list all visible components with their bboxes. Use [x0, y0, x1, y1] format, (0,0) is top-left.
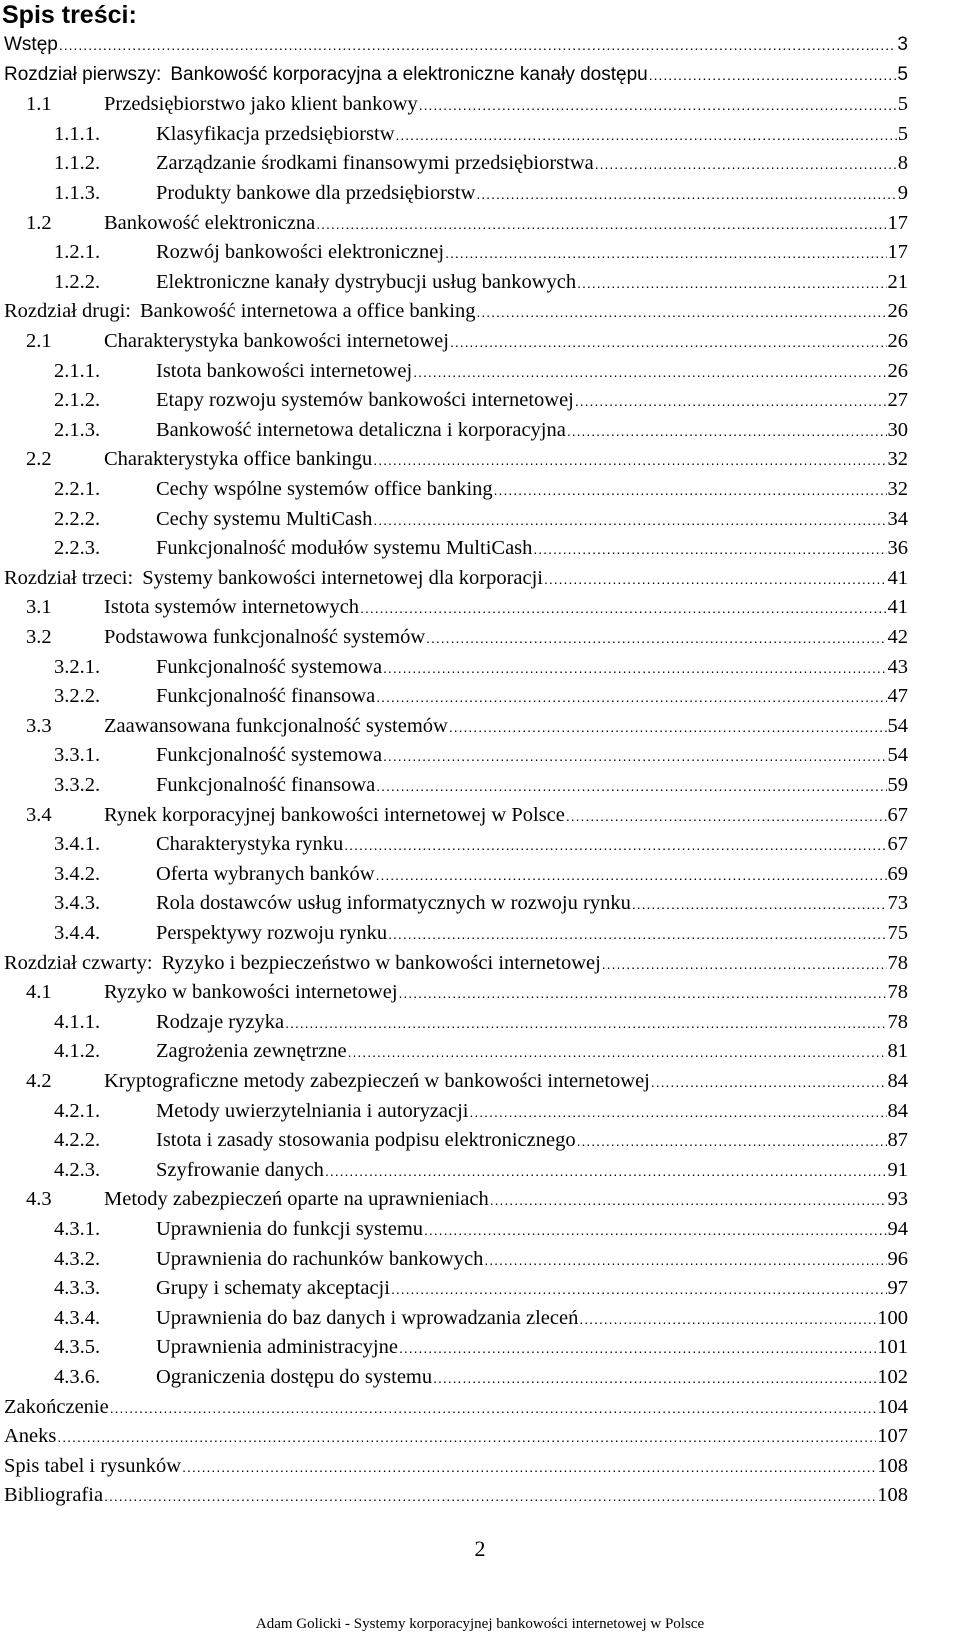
toc-entry-number: 3.4 — [26, 803, 52, 826]
toc-entry-label: Oferta wybranych banków — [156, 862, 375, 885]
toc-entry-number: 4.2 — [26, 1070, 52, 1092]
toc-entry-label: Rodzaje ryzyka — [156, 1010, 285, 1033]
toc-entry-label: Kryptograficzne metody zabezpieczeń w bankowości internetowej — [104, 1070, 650, 1092]
toc-entry-page: 32 — [887, 478, 908, 500]
dot-leader — [424, 1215, 886, 1245]
toc-entry-label: Istota i zasady stosowania podpisu elektronicznego — [156, 1129, 576, 1152]
toc-entry-label: Systemy bankowości internetowej dla korporacji — [142, 566, 543, 589]
toc-entry-page: 41 — [887, 596, 908, 619]
toc-entry-label: Aneks — [4, 1425, 57, 1448]
toc-entry-page: 42 — [887, 626, 908, 648]
toc-entry-page: 67 — [887, 833, 908, 856]
toc-entry-label: Zagrożenia zewnętrzne — [156, 1040, 347, 1063]
page-title: Spis treści: — [2, 1, 137, 29]
toc-entry-label: Grupy i schematy akceptacji — [156, 1277, 390, 1300]
toc-entry-label: Ograniczenia dostępu do systemu — [156, 1366, 433, 1388]
dot-leader — [544, 564, 887, 594]
toc-entry-label: Uprawnienia administracyjne — [156, 1336, 398, 1359]
toc-entry[interactable] — [0, 622, 960, 652]
toc-entry[interactable] — [0, 592, 960, 622]
toc-entry-page: 78 — [887, 1010, 908, 1033]
toc-entry-page: 102 — [877, 1366, 908, 1388]
toc-entry-page: 26 — [887, 330, 908, 352]
toc-entry-label: Istota systemów internetowych — [104, 596, 360, 619]
toc-entry-page: 101 — [877, 1336, 908, 1359]
toc-entry-label: Charakterystyka office bankingu — [104, 448, 373, 471]
toc-entry-label: Zakończenie — [4, 1395, 109, 1418]
toc-entry-page: 84 — [887, 1099, 908, 1122]
toc-entry-label: Produkty bankowe dla przedsiębiorstw — [156, 182, 476, 204]
toc-entry[interactable] — [0, 533, 960, 563]
dot-leader — [450, 327, 887, 357]
toc-entry[interactable] — [0, 1155, 960, 1185]
toc-entry[interactable] — [0, 1362, 960, 1392]
dot-leader — [577, 1126, 887, 1156]
toc-entry-page: 27 — [887, 389, 908, 412]
toc-entry[interactable] — [0, 1184, 960, 1214]
toc-entry[interactable] — [0, 1036, 960, 1066]
toc-entry-page: 94 — [887, 1218, 908, 1240]
toc-entry-label: Funkcjonalność finansowa — [156, 685, 376, 708]
toc-entry[interactable] — [0, 681, 960, 711]
dot-leader — [348, 1037, 887, 1067]
toc-entry-label: Funkcjonalność finansowa — [156, 774, 376, 796]
toc-entry-page: 108 — [877, 1454, 908, 1477]
toc-entry[interactable] — [0, 563, 960, 593]
dot-leader — [344, 830, 886, 860]
toc-entry-number: 1.1.3. — [54, 182, 101, 204]
toc-entry[interactable] — [0, 1066, 960, 1096]
toc-entry[interactable] — [0, 504, 960, 534]
toc-entry-page: 59 — [887, 774, 908, 796]
dot-leader — [445, 238, 886, 268]
toc-entry-number: 4.2.2. — [54, 1129, 101, 1152]
toc-entry-number: 1.1 — [26, 93, 52, 116]
toc-entry-label: Zarządzanie środkami finansowymi przedsiębiorstwa — [156, 152, 594, 175]
dot-leader — [413, 357, 886, 387]
toc-entry-page: 9 — [897, 182, 908, 204]
toc-entry[interactable] — [0, 1480, 960, 1510]
toc-entry-number: 1.2.1. — [54, 241, 101, 264]
dot-leader — [360, 593, 886, 623]
toc-entry-label: Funkcjonalność systemowa — [156, 744, 383, 767]
dot-leader — [449, 712, 887, 742]
toc-entry[interactable] — [0, 1125, 960, 1155]
toc-entry-page: 36 — [887, 537, 908, 560]
toc-entry-label: Cechy systemu MultiCash — [156, 507, 373, 530]
toc-entry[interactable] — [0, 148, 960, 178]
toc-entry-number: 1.1.2. — [54, 152, 101, 175]
toc-entry[interactable] — [0, 1214, 960, 1244]
toc-entry-number: Rozdział czwarty: — [4, 951, 153, 974]
toc-entry[interactable] — [0, 1007, 960, 1037]
toc-entry-label: Charakterystyka rynku — [156, 833, 344, 856]
toc-entry-number: 4.1 — [26, 981, 52, 1004]
toc-entry[interactable] — [0, 740, 960, 770]
toc-entry[interactable] — [0, 415, 960, 445]
dot-leader — [110, 1393, 877, 1423]
dot-leader — [419, 90, 897, 120]
toc-entry-page: 34 — [887, 507, 908, 530]
dot-leader — [494, 475, 887, 505]
toc-entry[interactable] — [0, 711, 960, 741]
toc-entry-label: Cechy wspólne systemów office banking — [156, 478, 493, 500]
toc-entry-number: 3.1 — [26, 596, 52, 619]
toc-entry-number: 2.1.1. — [54, 359, 101, 382]
dot-leader — [182, 1452, 876, 1482]
dot-leader — [577, 268, 886, 298]
toc-entry[interactable] — [0, 1303, 960, 1333]
toc-entry-number: 4.3.5. — [54, 1336, 101, 1359]
toc-entry-page: 8 — [897, 152, 908, 175]
toc-entry[interactable] — [0, 296, 960, 326]
toc-entry-label: Bankowość korporacyjna a elektroniczne kanały dostępu — [170, 63, 648, 85]
toc-entry-number: 4.2.1. — [54, 1099, 101, 1122]
toc-entry-label: Rozwój bankowości elektronicznej — [156, 241, 445, 264]
toc-entry[interactable] — [0, 326, 960, 356]
toc-entry-number: 3.2 — [26, 626, 52, 648]
toc-entry-label: Funkcjonalność systemowa — [156, 655, 383, 678]
toc-entry-label: Wstęp — [4, 34, 58, 55]
toc-entry-number: 3.3 — [26, 714, 52, 737]
toc-entry-label: Elektroniczne kanały dystrybucji usług bankowych — [156, 270, 577, 293]
toc-entry-number: 4.2.3. — [54, 1158, 101, 1181]
dot-leader — [396, 120, 897, 150]
dot-leader — [533, 534, 886, 564]
toc-entry-number: Rozdział pierwszy: — [4, 63, 162, 85]
toc-entry-number: 2.2 — [26, 448, 52, 471]
toc-entry-label: Bankowość internetowa a office banking — [139, 300, 476, 323]
toc-entry-label: Zaawansowana funkcjonalność systemów — [104, 714, 448, 737]
toc-entry-number: 2.2.2. — [54, 507, 101, 530]
toc-entry-page: 54 — [887, 744, 908, 767]
toc-entry[interactable] — [0, 89, 960, 119]
toc-entry[interactable] — [0, 385, 960, 415]
toc-entry-page: 41 — [887, 566, 908, 589]
toc-entry-label: Ryzyko w bankowości internetowej — [104, 981, 398, 1004]
dot-leader — [325, 1156, 887, 1186]
dot-leader — [383, 653, 886, 683]
toc-entry-label: Metody zabezpieczeń oparte na uprawnieniach — [104, 1188, 489, 1211]
dot-leader — [399, 1333, 876, 1363]
toc-entry-page: 87 — [887, 1129, 908, 1152]
toc-entry-page: 93 — [887, 1188, 908, 1211]
toc-entry[interactable] — [0, 60, 960, 90]
footer: Adam Golicki - Systemy korporacyjnej bankowości internetowej w Polsce — [255, 1616, 705, 1632]
toc-entry[interactable] — [0, 977, 960, 1007]
toc-entry-page: 26 — [887, 300, 908, 323]
page-number: 2 — [474, 1536, 486, 1561]
dot-leader — [649, 60, 897, 90]
dot-leader — [651, 1067, 887, 1097]
toc-entry[interactable] — [0, 948, 960, 978]
toc-entry[interactable] — [0, 237, 960, 267]
toc-entry[interactable] — [0, 829, 960, 859]
toc-entry[interactable] — [0, 1273, 960, 1303]
toc-entry-page: 67 — [887, 803, 908, 826]
toc-entry-page: 78 — [887, 951, 908, 974]
dot-leader — [316, 209, 886, 239]
dot-leader — [391, 1274, 887, 1304]
toc-entry-label: Charakterystyka bankowości internetowej — [104, 330, 449, 352]
toc-entry-label: Ryzyko i bezpieczeństwo w bankowości internetowej — [161, 951, 601, 974]
dot-leader — [376, 771, 886, 801]
toc-entry-number: 4.3.2. — [54, 1247, 101, 1270]
toc-entry[interactable] — [0, 1096, 960, 1126]
toc-entry-page: 81 — [887, 1040, 908, 1063]
toc-entry-number: 2.2.1. — [54, 478, 101, 500]
toc-entry[interactable] — [0, 119, 960, 149]
toc-entry[interactable] — [0, 356, 960, 386]
toc-entry-page: 17 — [887, 211, 908, 234]
toc-entry-label: Spis tabel i rysunków — [4, 1454, 182, 1477]
toc-entry-label: Uprawnienia do funkcji systemu — [156, 1218, 424, 1240]
toc-entry-page: 5 — [897, 93, 908, 116]
toc-entry-number: 1.2.2. — [54, 270, 101, 293]
toc-entry-label: Bankowość internetowa detaliczna i korporacyjna — [156, 418, 566, 441]
toc-entry[interactable] — [0, 1332, 960, 1362]
dot-leader — [567, 416, 887, 446]
toc-entry[interactable] — [0, 652, 960, 682]
toc-entry-page: 30 — [887, 418, 908, 441]
toc-entry-number: 1.2 — [26, 211, 52, 234]
toc-entry-number: 3.2.2. — [54, 685, 101, 708]
toc-entry-label: Istota bankowości internetowej — [156, 359, 413, 382]
toc-entry[interactable] — [0, 444, 960, 474]
toc-entry[interactable] — [0, 178, 960, 208]
dot-leader — [632, 889, 887, 919]
dot-leader — [470, 1097, 887, 1127]
toc-entry-label: Etapy rozwoju systemów bankowości internetowej — [156, 389, 574, 412]
toc-entry-label: Uprawnienia do baz danych i wprowadzania zleceń — [156, 1306, 579, 1329]
toc-entry-number: Rozdział trzeci: — [4, 566, 134, 589]
toc-entry-number: 4.3.1. — [54, 1218, 101, 1240]
dot-leader — [566, 801, 887, 831]
toc-entry[interactable] — [0, 770, 960, 800]
dot-leader — [484, 1245, 886, 1275]
toc-entry-page: 21 — [887, 270, 908, 293]
toc-entry-number: 4.3.3. — [54, 1277, 101, 1300]
toc-entry-number: Rozdział drugi: — [4, 300, 131, 323]
toc-entry-label: Rynek korporacyjnej bankowości internetowej w Polsce — [104, 803, 565, 826]
toc-entry[interactable] — [0, 888, 960, 918]
toc-entry-page: 54 — [887, 714, 908, 737]
dot-leader — [476, 297, 886, 327]
toc-entry-number: 4.3.6. — [54, 1366, 101, 1388]
toc-entry-page: 5 — [897, 122, 908, 145]
dot-leader — [285, 1008, 886, 1038]
dot-leader — [602, 949, 887, 979]
toc-entry[interactable] — [0, 30, 960, 60]
toc-entry-label: Klasyfikacja przedsiębiorstw — [156, 122, 395, 145]
toc-entry-page: 47 — [887, 685, 908, 708]
toc-entry-page: 84 — [887, 1070, 908, 1092]
toc-entry-page: 75 — [887, 922, 908, 944]
toc-entry-label: Rola dostawców usług informatycznych w rozwoju rynku — [156, 892, 631, 915]
toc-entry-label: Przedsiębiorstwo jako klient bankowy — [104, 93, 418, 116]
toc-entry-label: Metody uwierzytelniania i autoryzacji — [156, 1099, 469, 1122]
toc-entry-number: 3.2.1. — [54, 655, 101, 678]
dot-leader — [59, 30, 897, 60]
toc-entry-label: Uprawnienia do rachunków bankowych — [156, 1247, 484, 1270]
toc-entry-page: 69 — [887, 862, 908, 885]
dot-leader — [376, 860, 887, 890]
toc-entry-label: Bibliografia — [4, 1484, 104, 1507]
toc-entry-page: 3 — [897, 34, 908, 55]
toc-entry-page: 91 — [887, 1158, 908, 1181]
toc-entry-number: 3.4.1. — [54, 833, 101, 856]
toc-entry[interactable] — [0, 267, 960, 297]
toc-entry-number: 2.1 — [26, 330, 52, 352]
toc-entry-page: 5 — [897, 63, 908, 85]
toc-entry-page: 100 — [877, 1306, 908, 1329]
dot-leader — [383, 741, 886, 771]
dot-leader — [376, 682, 886, 712]
toc-entry-number: 1.1.1. — [54, 122, 101, 145]
toc-entry[interactable] — [0, 474, 960, 504]
toc-entry-number: 4.3.4. — [54, 1306, 101, 1329]
toc-entry-label: Szyfrowanie danych — [156, 1158, 324, 1181]
toc-entry-number: 4.1.2. — [54, 1040, 101, 1063]
toc-entry[interactable] — [0, 1392, 960, 1422]
toc-entry-page: 43 — [887, 655, 908, 678]
toc-entry[interactable] — [0, 859, 960, 889]
toc-entry-label: Perspektywy rozwoju rynku — [156, 922, 388, 944]
dot-leader — [426, 623, 886, 653]
dot-leader — [104, 1481, 876, 1511]
dot-leader — [57, 1422, 876, 1452]
toc-entry-page: 107 — [877, 1425, 908, 1448]
toc-entry-number: 2.1.2. — [54, 389, 101, 412]
toc-entry-page: 108 — [877, 1484, 908, 1507]
toc-entry-page: 32 — [887, 448, 908, 471]
toc-entry-label: Funkcjonalność modułów systemu MultiCash — [156, 537, 533, 560]
dot-leader — [595, 149, 897, 179]
toc-entry-page: 78 — [887, 981, 908, 1004]
toc-entry-number: 3.4.4. — [54, 922, 101, 944]
toc-entry[interactable] — [0, 1421, 960, 1451]
dot-leader — [373, 445, 886, 475]
toc-entry-page: 73 — [887, 892, 908, 915]
dot-leader — [490, 1185, 887, 1215]
toc-entry-number: 2.1.3. — [54, 418, 101, 441]
toc-entry-number: 4.1.1. — [54, 1010, 101, 1033]
dot-leader — [388, 919, 886, 949]
dot-leader — [433, 1363, 876, 1393]
toc-entry[interactable] — [0, 1451, 960, 1481]
toc-entry-number: 3.4.2. — [54, 862, 101, 885]
dot-leader — [399, 978, 887, 1008]
dot-leader — [373, 505, 886, 535]
toc-entry-number: 3.3.2. — [54, 774, 101, 796]
toc-entry-page: 17 — [887, 241, 908, 264]
toc-entry-page: 97 — [887, 1277, 908, 1300]
toc-entry-number: 3.4.3. — [54, 892, 101, 915]
toc-entry-number: 2.2.3. — [54, 537, 101, 560]
toc-entry-page: 96 — [887, 1247, 908, 1270]
toc-entry-page: 26 — [887, 359, 908, 382]
toc-entry-number: 4.3 — [26, 1188, 52, 1211]
toc-entry-page: 104 — [877, 1395, 908, 1418]
toc-entry-number: 3.3.1. — [54, 744, 101, 767]
toc-entry[interactable] — [0, 1244, 960, 1274]
dot-leader — [579, 1304, 876, 1334]
toc-entry[interactable] — [0, 918, 960, 948]
toc-entry[interactable] — [0, 208, 960, 238]
dot-leader — [575, 386, 887, 416]
dot-leader — [476, 179, 896, 209]
toc-entry-label: Bankowość elektroniczna — [104, 211, 316, 234]
toc-entry-label: Podstawowa funkcjonalność systemów — [104, 626, 426, 648]
toc-entry[interactable] — [0, 800, 960, 830]
